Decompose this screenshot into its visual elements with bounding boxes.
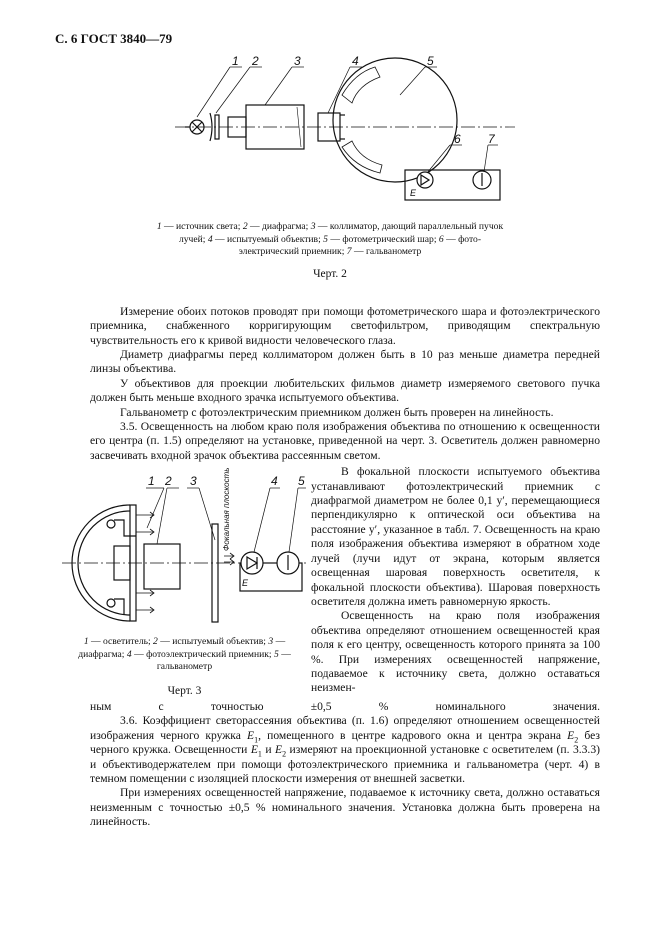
lens-under-test-2: [144, 544, 180, 589]
paragraph: 3.5. Освещенность на любом краю поля изображения объектива по отношению к освещенности его центра (п. 1.5) определяют на установке, приведенной на черт. 3. Осветитель должен равномерно засвечивать входной зрачок объектива рассеянным светом.: [90, 420, 600, 462]
paragraph: При измерениях освещенностей напряжение, подаваемое к источнику света, должно оставаться неизменным с точностью ±0,5 % номинального значения. Установка должна быть проверена на линейность.: [90, 786, 600, 829]
fig3-label-5: 5: [298, 474, 305, 489]
figure-3-row: [62, 465, 600, 698]
fig2-label-5: 5: [427, 55, 434, 68]
figure-3-diagram: [62, 465, 307, 625]
paragraph-continuation: ным с точностью ±0,5 % номинального значения.: [90, 700, 600, 714]
paragraph-3-6: 3.6. Коэффициент светорассеяния объектива (п. 1.6) определяют отношением освещенностей изображения черного кружка $E_1$, помещенного в центре кадрового окна и центра экрана $E_2$ без черного кружка. Освещенности $E_1$ и $E_2$ измеряют на проекционной установке с осветителем (п. 3.3.3) и объективодержателем при помощи фотоэлектрического приемника и гальванометра (черт. 4) в темном помещении с изоляцией плоскости измерения от внешней засветки.: [90, 714, 600, 786]
fig2-label-3: 3: [294, 55, 301, 68]
fig2-label-4: 4: [352, 55, 359, 68]
fig2-label-1: 1: [232, 55, 239, 68]
paragraph: У объективов для проекции любительских фильмов диаметр измеряемого светового пучка должен быть меньше входного зрачка испытуемого объектива.: [90, 376, 600, 405]
paragraph: В фокальной плоскости испытуемого объектива устанавливают фотоэлектрический приемник с диафрагмой диаметром не более 0,1 y′, перемещающиеся перпендикулярно к оптической оси объектива на расстояние y′, указанное в табл. 7. Освещенность на краю поля изображения объектива измеряют в обратном ходе лучей (лучи идут от экрана, которым является освещенная шаровая поверхность осветителя, к фокальной плоскости объектива). Шаровая поверхность осветителя должна иметь равномерную яркость.: [311, 465, 600, 608]
page-header: С. 6 ГОСТ 3840—79: [55, 31, 173, 46]
diaphragm-3: [212, 524, 218, 622]
figure-2-caption: 1 — источник света; 2 — диафрагма; 3 — коллиматор, дающий параллельный пучок лучей; 4 — испытуемый объектив; 5 — фотометрический шар; 6 — фото-электрический приемник; 7 — гальванометр: [156, 221, 504, 258]
figure-3-title: Черт. 3: [167, 685, 202, 698]
body-text-top: [90, 305, 600, 463]
paragraph: Гальванометр с фотоэлектрическим приемником должен быть проверен на линейность.: [120, 405, 554, 419]
circuit-fig2: [405, 170, 500, 200]
fig3-label-3: 3: [190, 474, 197, 489]
fig3-label-2: 2: [165, 474, 172, 489]
body-text-right-column: [311, 465, 600, 696]
body-text-bottom: [90, 700, 600, 830]
figure-2-diagram: [170, 55, 520, 215]
fig2-circuit-label: E: [410, 188, 417, 198]
focal-plane-label: Фокальная плоскость: [222, 467, 231, 552]
figure-3-column: [62, 465, 307, 698]
circuit-fig3: [240, 552, 302, 591]
paragraph: Диаметр диафрагмы перед коллиматором должен быть в 10 раз меньше диаметра передней линзы объектива.: [90, 348, 600, 376]
figure-2-title: Черт. 2: [313, 267, 347, 280]
fig2-label-6: 6: [454, 132, 461, 146]
fig2-label-2: 2: [252, 55, 259, 68]
fig3-label-1: 1: [148, 474, 155, 489]
fig3-circuit-label: E: [242, 578, 249, 589]
paragraph: Освещенность на краю поля изображения объектива определяют отношением освещенностей края поля к его центру, освещенность которого принята за 100 %. При измерениях освещенностей напряжение, подаваемое к источнику света, должно оставаться неизмен-: [311, 609, 600, 695]
fig3-label-4: 4: [271, 474, 278, 489]
fig2-label-7: 7: [488, 132, 495, 146]
paragraph: Измерение обоих потоков проводят при помощи фотометрического шара и фотоэлектрического приемника, снабженного корригирующим светофильтром, приводящим спектральную чувствительность его к кривой видности человеческого глаза.: [90, 304, 600, 347]
photometric-sphere-5: [333, 58, 457, 182]
figure-3-caption: 1 — осветитель; 2 — испытуемый объектив; 3 — диафрагма; 4 — фотоэлектрический приемник; 5 — гальванометр: [78, 636, 291, 673]
